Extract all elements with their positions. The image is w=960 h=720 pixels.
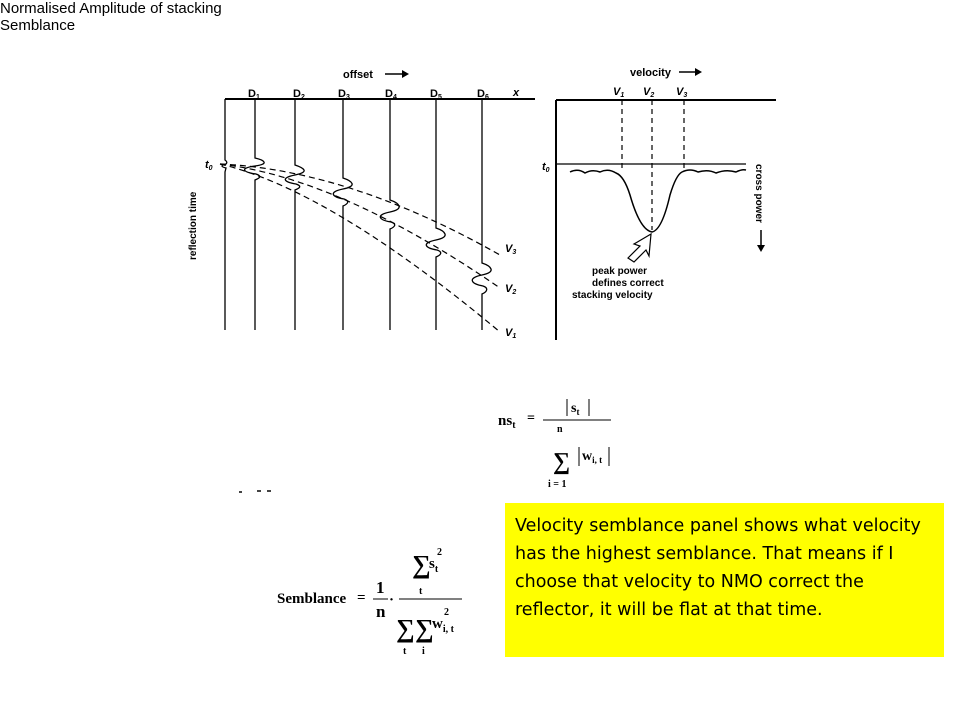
trace-d4 <box>333 99 352 330</box>
semblance-w-squared: 2 <box>444 607 449 618</box>
trace-d7 <box>472 99 491 330</box>
velocity-label-v3: V3 <box>676 86 688 99</box>
stray-marks <box>237 488 287 496</box>
normalised-amplitude-heading: Normalised Amplitude of stacking <box>0 0 222 17</box>
ns-denominator: $w_{i, t}$ <box>582 449 603 465</box>
trace-d1 <box>222 99 227 330</box>
trace-d5 <box>380 99 399 330</box>
semblance-one: 1 <box>376 578 385 597</box>
semblance-lhs: Semblance <box>277 591 347 607</box>
trace-label-d5: D5 <box>430 88 442 101</box>
explanation-callout <box>505 503 944 657</box>
semblance-s: $s_t$ <box>429 556 439 575</box>
ns-equals: = <box>527 411 535 426</box>
ns-sum-symbol: ∑ <box>553 449 571 475</box>
cross-power-label: cross power <box>753 164 764 223</box>
curve-label-v1: V1 <box>505 327 517 340</box>
offset-arrow-icon <box>385 70 409 78</box>
ns-numerator: $s_t$ <box>571 401 580 417</box>
callout-text: Velocity semblance panel shows what velocity has the highest semblance. That means if I choose that velocity to NMO correct the reflector, it will be flat at that time. <box>515 516 921 620</box>
semblance-s-squared: 2 <box>437 547 442 558</box>
offset-label: offset <box>343 69 373 81</box>
semblance-dot: · <box>389 592 395 608</box>
trace-label-d6: D6 <box>477 88 489 101</box>
semblance-heading: Semblance <box>0 17 76 34</box>
right-t0-label: t0 <box>542 161 550 174</box>
cross-power-curve <box>570 170 746 232</box>
cross-power-arrow-icon <box>757 230 765 252</box>
annotation-line-2: defines correct <box>592 278 664 289</box>
normalised-amplitude-formula <box>495 392 625 492</box>
trace-label-d4: D4 <box>385 88 397 101</box>
velocity-label-v1: V1 <box>613 86 625 99</box>
semblance-t-limit: t <box>419 586 423 597</box>
curve-label-v3: V3 <box>505 243 517 256</box>
trace-d2 <box>245 99 265 330</box>
offset-gather-diagram <box>180 60 540 360</box>
semblance-n: n <box>376 602 386 621</box>
velocity-label-v2: V2 <box>643 86 655 99</box>
peak-arrow-icon <box>628 234 651 262</box>
trace-label-d3: D3 <box>338 88 350 101</box>
semblance-equals: = <box>357 590 366 606</box>
trace-label-d2: D2 <box>293 88 305 101</box>
semblance-sum-bottom-2: ∑ <box>415 614 434 643</box>
t0-label: t0 <box>205 159 213 172</box>
velocity-arrow-icon <box>679 68 702 76</box>
semblance-w: $w_{i, t}$ <box>432 616 454 635</box>
ns-sum-limit: i = 1 <box>548 479 567 490</box>
semblance-i-limit: i <box>422 646 425 657</box>
hyperbola-v1 <box>220 164 500 332</box>
velocity-label: velocity <box>630 67 671 79</box>
annotation-line-3: stacking velocity <box>572 290 653 301</box>
trace-d6 <box>426 99 445 330</box>
semblance-sum-top: ∑ <box>412 550 431 579</box>
x-axis-label: x <box>513 87 520 99</box>
curve-label-v2: V2 <box>505 283 517 296</box>
annotation-line-1: peak power <box>592 266 648 277</box>
semblance-sum-bottom-1: ∑ <box>396 614 415 643</box>
trace-d3 <box>285 99 304 330</box>
velocity-cross-power-diagram <box>530 60 790 350</box>
hyperbola-v2 <box>220 164 500 288</box>
semblance-t2-limit: t <box>403 646 407 657</box>
ns-lhs: $ns_t$ <box>498 413 516 431</box>
ns-n: n <box>557 424 563 435</box>
reflection-time-label: reflection time <box>188 191 199 260</box>
trace-label-d1: D1 <box>248 88 260 101</box>
semblance-formula <box>272 538 472 660</box>
